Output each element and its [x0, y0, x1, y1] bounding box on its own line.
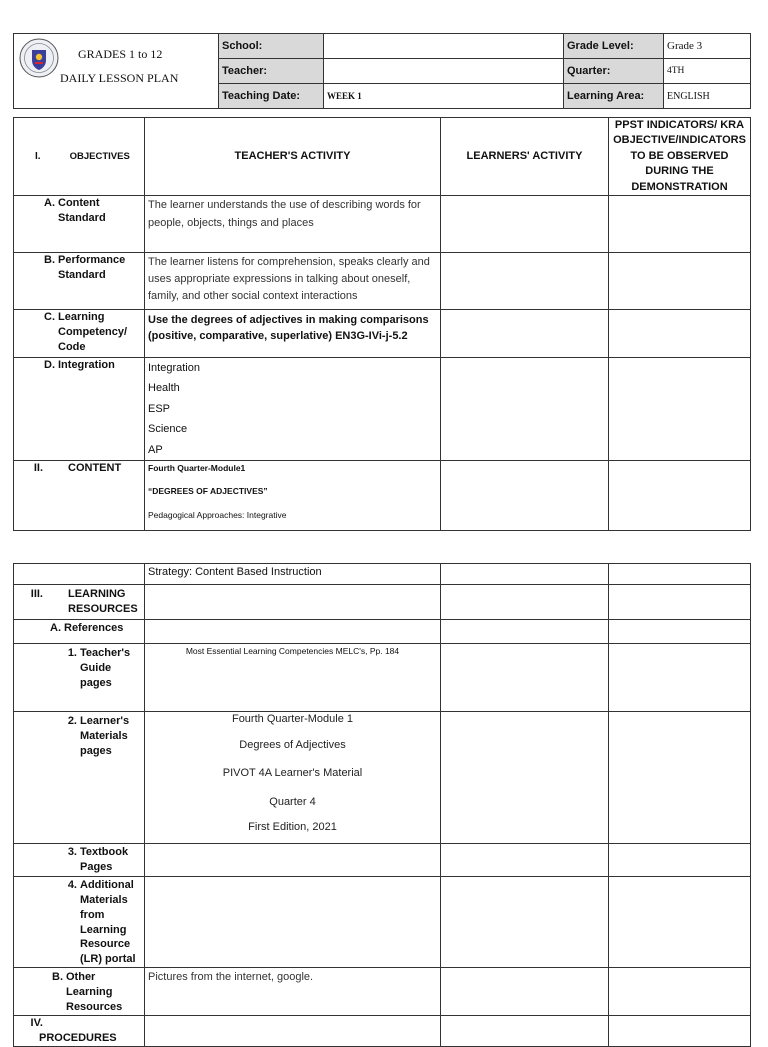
row-number: B. — [52, 971, 63, 984]
ppst-cell[interactable] — [609, 195, 751, 252]
row-number: D. — [44, 358, 55, 371]
materials-line: Quarter 4 — [269, 796, 316, 808]
references-label-cell — [14, 620, 145, 644]
performance-standard-text[interactable]: The learner listens for comprehension, speaks clearly and uses appropriate expressions in talking about oneself, family, and other social context interactions — [145, 252, 441, 309]
learning-competency-label: Learning Competency/ Code — [58, 310, 128, 353]
section-number: I. — [35, 151, 41, 163]
textbook-cell[interactable] — [145, 844, 441, 877]
ppst-cell[interactable] — [609, 844, 751, 877]
materials-line: Fourth Quarter-Module 1 — [231, 713, 354, 725]
integration-item: Science — [148, 423, 188, 436]
learners-activity-cell[interactable] — [441, 564, 609, 585]
other-resources-text[interactable]: Pictures from the internet, google. — [145, 968, 441, 1016]
integration-list[interactable] — [145, 357, 441, 461]
learners-activity-cell[interactable] — [441, 585, 609, 620]
deped-seal-icon — [19, 38, 59, 78]
references-row — [14, 620, 751, 644]
resources-cell[interactable] — [145, 585, 441, 620]
other-resources-label: Other Learning Resources — [66, 971, 123, 1013]
content-topic: “DEGREES OF ADJECTIVES” — [148, 486, 268, 497]
learners-activity-cell[interactable] — [441, 309, 609, 357]
content-module: Fourth Quarter-Module1 — [148, 463, 246, 474]
references-label: References — [64, 622, 124, 634]
ppst-cell[interactable] — [609, 968, 751, 1016]
materials-line: PIVOT 4A Learner's Material — [222, 767, 363, 779]
strategy-row — [14, 564, 751, 585]
learners-activity-cell[interactable] — [441, 877, 609, 968]
objectives-table — [13, 117, 751, 531]
content-approach: Pedagogical Approaches: Integrative — [148, 510, 287, 521]
row-number: C. — [44, 310, 55, 323]
additional-materials-label: Additional Materials from Learning Resource (LR) portal — [80, 879, 136, 966]
school-field[interactable] — [324, 34, 564, 59]
content-cell[interactable] — [145, 461, 441, 531]
row-number: 2. — [67, 715, 77, 727]
ppst-cell[interactable] — [609, 877, 751, 968]
learners-activity-cell[interactable] — [441, 620, 609, 644]
teaching-date-field[interactable]: WEEK 1 — [324, 84, 564, 109]
textbook-label: Textbook Pages — [80, 846, 129, 873]
learners-materials-row — [14, 712, 751, 844]
row-number: II. — [33, 462, 43, 475]
row-number: IV. — [30, 1017, 43, 1030]
other-resources-row — [14, 968, 751, 1016]
learners-activity-heading: LEARNERS' ACTIVITY — [441, 118, 609, 196]
integration-item: AP — [148, 443, 163, 456]
quarter-field[interactable]: 4TH — [664, 59, 751, 84]
teachers-guide-row — [14, 644, 751, 712]
ppst-cell[interactable] — [609, 357, 751, 461]
textbook-row — [14, 844, 751, 877]
learning-resources-label-cell — [14, 585, 145, 620]
teachers-guide-label-cell — [14, 644, 145, 712]
content-standard-label-cell — [14, 195, 145, 252]
learners-activity-cell[interactable] — [441, 644, 609, 712]
teachers-activity-heading: TEACHER'S ACTIVITY — [145, 118, 441, 196]
performance-standard-label: Performance Standard — [58, 253, 126, 281]
integration-item: Health — [148, 382, 180, 395]
content-standard-text[interactable]: The learner understands the use of describing words for people, objects, things and places — [145, 195, 441, 252]
ppst-indicators-heading: PPST INDICATORS/ KRA OBJECTIVE/INDICATORS TO BE OBSERVED DURING THE DEMONSTRATION — [609, 118, 751, 196]
learners-activity-cell[interactable] — [441, 357, 609, 461]
row-number: B. — [44, 253, 55, 266]
teacher-label: Teacher: — [219, 59, 324, 84]
grade-level-field[interactable]: Grade 3 — [664, 34, 751, 59]
ppst-cell[interactable] — [609, 620, 751, 644]
learning-competency-label-cell — [14, 309, 145, 357]
learners-materials-list[interactable] — [145, 712, 441, 844]
ppst-cell[interactable] — [609, 564, 751, 585]
learning-competency-row — [14, 309, 751, 357]
additional-materials-row — [14, 877, 751, 968]
procedures-row — [14, 1016, 751, 1047]
procedures-label-cell — [14, 1016, 145, 1047]
materials-line: Degrees of Adjectives — [239, 739, 346, 751]
content-standard-label: Content Standard — [58, 196, 106, 224]
learning-resources-row — [14, 585, 751, 620]
performance-standard-row — [14, 252, 751, 309]
ppst-cell[interactable] — [609, 644, 751, 712]
content-label-cell — [14, 461, 145, 531]
resources-table — [13, 563, 751, 1047]
form-title: GRADES 1 to 12 — [78, 47, 163, 61]
ppst-cell[interactable] — [609, 712, 751, 844]
ppst-cell[interactable] — [609, 1016, 751, 1047]
integration-item: ESP — [148, 402, 171, 415]
materials-line: First Edition, 2021 — [248, 821, 337, 833]
ppst-cell[interactable] — [609, 309, 751, 357]
teacher-field[interactable] — [324, 59, 564, 84]
content-label: CONTENT — [68, 462, 122, 475]
content-row — [14, 461, 751, 531]
quarter-label: Quarter: — [564, 59, 664, 84]
ppst-cell[interactable] — [609, 461, 751, 531]
header-title-cell — [14, 34, 219, 109]
teachers-guide-text[interactable]: Most Essential Learning Competencies MELC's, Pp. 184 — [145, 644, 441, 712]
learners-activity-cell[interactable] — [441, 712, 609, 844]
additional-materials-label-cell — [14, 877, 145, 968]
form-subtitle: DAILY LESSON PLAN — [60, 71, 179, 85]
integration-row — [14, 357, 751, 461]
references-cell[interactable] — [145, 620, 441, 644]
header-table — [13, 33, 751, 109]
table-header-row — [14, 118, 751, 196]
school-label: School: — [219, 34, 324, 59]
learners-activity-cell[interactable] — [441, 844, 609, 877]
row-number: 4. — [67, 879, 77, 891]
row-number: A. — [44, 196, 55, 209]
procedures-cell[interactable] — [145, 1016, 441, 1047]
learning-competency-text[interactable]: Use the degrees of adjectives in making comparisons (positive, comparative, superlative) EN3G-IVi-j-5.2 — [145, 309, 441, 357]
empty-label-cell — [14, 564, 145, 585]
learning-area-label: Learning Area: — [564, 84, 664, 109]
row-number: A. — [50, 622, 61, 634]
grade-level-label: Grade Level: — [564, 34, 664, 59]
row-number: III. — [30, 588, 43, 600]
learners-activity-cell[interactable] — [441, 461, 609, 531]
learning-area-field[interactable]: ENGLISH — [664, 84, 751, 109]
ppst-cell[interactable] — [609, 252, 751, 309]
learners-activity-cell[interactable] — [441, 1016, 609, 1047]
objectives-heading: OBJECTIVES — [69, 151, 130, 163]
learners-materials-label-cell — [14, 712, 145, 844]
content-standard-row — [14, 195, 751, 252]
integration-label-cell — [14, 357, 145, 461]
learners-activity-cell[interactable] — [441, 968, 609, 1016]
row-number: 3. — [67, 846, 77, 858]
additional-materials-cell[interactable] — [145, 877, 441, 968]
learners-materials-label: Learner's Materials pages — [80, 715, 130, 757]
integration-item: Integration — [148, 361, 200, 374]
objectives-heading-cell — [14, 118, 145, 196]
learning-resources-label: LEARNING RESOURCES — [68, 588, 138, 615]
ppst-cell[interactable] — [609, 585, 751, 620]
textbook-label-cell — [14, 844, 145, 877]
learners-activity-cell[interactable] — [441, 252, 609, 309]
teachers-guide-label: Teacher's Guide pages — [80, 647, 131, 689]
strategy-text[interactable]: Strategy: Content Based Instruction — [145, 564, 441, 585]
procedures-label: PROCEDURES — [39, 1031, 117, 1044]
other-resources-label-cell — [14, 968, 145, 1016]
learners-activity-cell[interactable] — [441, 195, 609, 252]
row-number: 1. — [67, 647, 77, 659]
teaching-date-label: Teaching Date: — [219, 84, 324, 109]
performance-standard-label-cell — [14, 252, 145, 309]
integration-label: Integration — [58, 358, 115, 371]
